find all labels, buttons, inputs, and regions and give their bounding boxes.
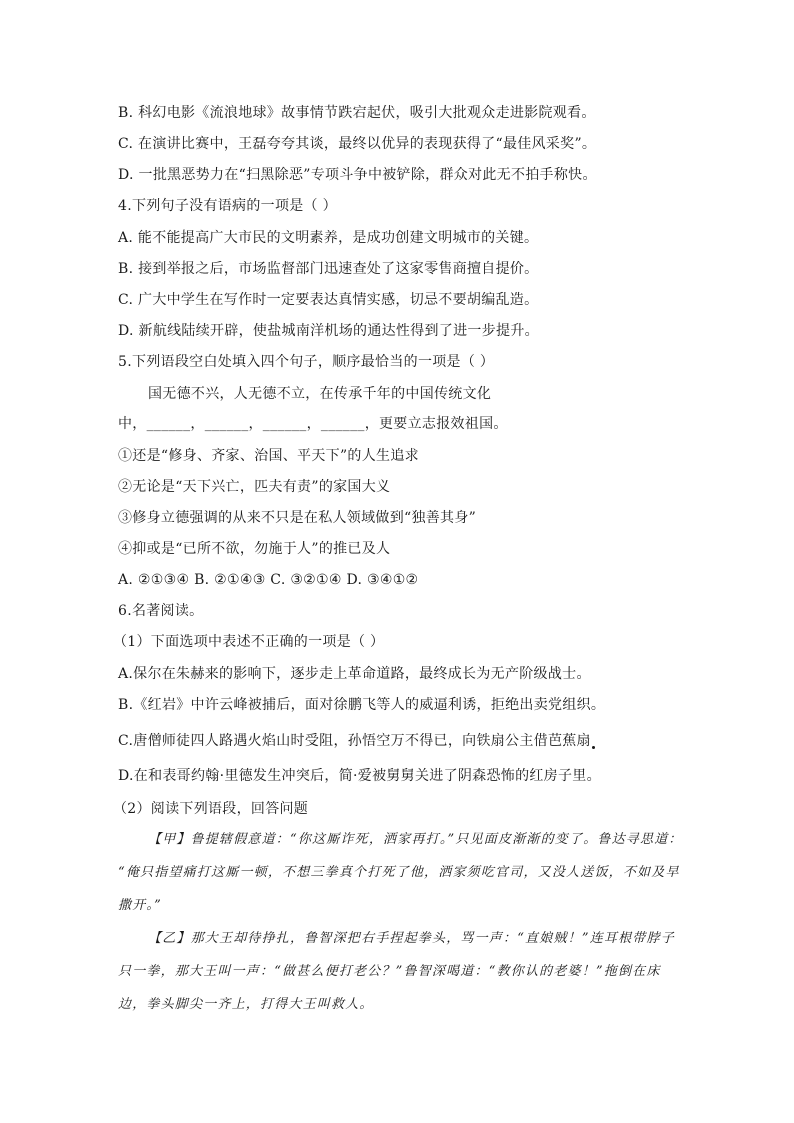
q4-option-a: A. 能不能提高广大市民的文明素养，是成功创建文明城市的关键。 — [118, 230, 539, 246]
q5-passage-line-1: 国无德不兴，人无德不立，在传承千年的中国传统文化 — [148, 386, 492, 402]
q5-item-2: ②无论是“天下兴亡，匹夫有责”的家国大义 — [118, 479, 391, 495]
q6-stem: 6.名著阅读。 — [118, 603, 204, 619]
q6-option-b: B.《红岩》中许云峰被捕后，面对徐鹏飞等人的威逼利诱，拒绝出卖党组织。 — [118, 697, 606, 713]
passage-yi-line-1: 【乙】那大王却待挣扎，鲁智深把右手捏起拳头，骂一声：“直娘贼！”连耳根带脖子 — [148, 931, 675, 946]
passage-jia-line-2: “俺只指望痛打这厮一顿，不想三拳真个打死了他，洒家须吃官司，又没人送饭，不如及早 — [118, 865, 680, 880]
period-mark — [592, 746, 595, 749]
q3-option-b: B. 科幻电影《流浪地球》故事情节跌宕起伏，吸引大批观众走进影院观看。 — [118, 105, 596, 121]
q3-option-c: C. 在演讲比赛中，王磊夸夸其谈，最终以优异的表现获得了“最佳风采奖”。 — [118, 136, 597, 152]
passage-jia-line-3: 撒开。” — [118, 898, 162, 913]
q5-item-1: ①还是“修身、齐家、治国、平天下”的人生追求 — [118, 448, 419, 464]
q6-option-d: D.在和表哥约翰·里德发生冲突后，简·爱被舅舅关进了阴森恐怖的红房子里。 — [118, 768, 601, 784]
passage-yi-line-3: 边，拳头脚尖一齐上，打得大王叫救人。 — [118, 997, 374, 1012]
q6-option-a: A.保尔在朱赫来的影响下，逐步走上革命道路，最终成长为无产阶级战士。 — [118, 666, 591, 682]
q4-option-b: B. 接到举报之后，市场监督部门迅速查处了这家零售商擅自提价。 — [118, 261, 539, 277]
q5-passage-line-2: 中，______，______，______，______，更要立志报效祖国。 — [118, 416, 508, 432]
q6-part1-stem: （1）下面选项中表述不正确的一项是（ ） — [113, 634, 385, 650]
q5-stem: 5.下列语段空白处填入四个句子，顺序最恰当的一项是（ ） — [118, 354, 495, 370]
q5-options: A. ②①③④ B. ②①④③ C. ③②①④ D. ③④①② — [118, 572, 419, 588]
q6-option-c — [118, 731, 595, 751]
q5-item-3: ③修身立德强调的从来不只是在私人领域做到“独善其身” — [118, 510, 477, 526]
q4-option-d: D. 新航线陆续开辟，使盐城南洋机场的通达性得到了进一步提升。 — [118, 323, 539, 339]
q4-option-c: C. 广大中学生在写作时一定要表达真情实感，切忌不要胡编乱造。 — [118, 292, 539, 308]
passage-yi-line-2: 只一拳，那大王叫一声：“做甚么便打老公？”鲁智深喝道：“教你认的老婆！”拖倒在床 — [118, 964, 661, 979]
q6-option-c-text: C.唐僧师徒四人路遇火焰山时受阻，孙悟空万不得已，向铁扇公主借芭蕉扇 — [118, 733, 591, 749]
q5-item-4: ④抑或是“已所不欲，勿施于人”的推已及人 — [118, 541, 391, 557]
q6-part2-stem: （2）阅读下列语段，回答问题 — [113, 801, 309, 817]
q3-option-d: D. 一批黑恶势力在“扫黑除恶”专项斗争中被铲除，群众对此无不拍手称快。 — [118, 167, 597, 183]
q4-stem: 4.下列句子没有语病的一项是（ ） — [118, 198, 337, 214]
passage-jia-line-1: 【甲】鲁提辖假意道：“你这厮诈死，洒家再打。”只见面皮渐渐的变了。鲁达寻思道： — [148, 832, 683, 847]
